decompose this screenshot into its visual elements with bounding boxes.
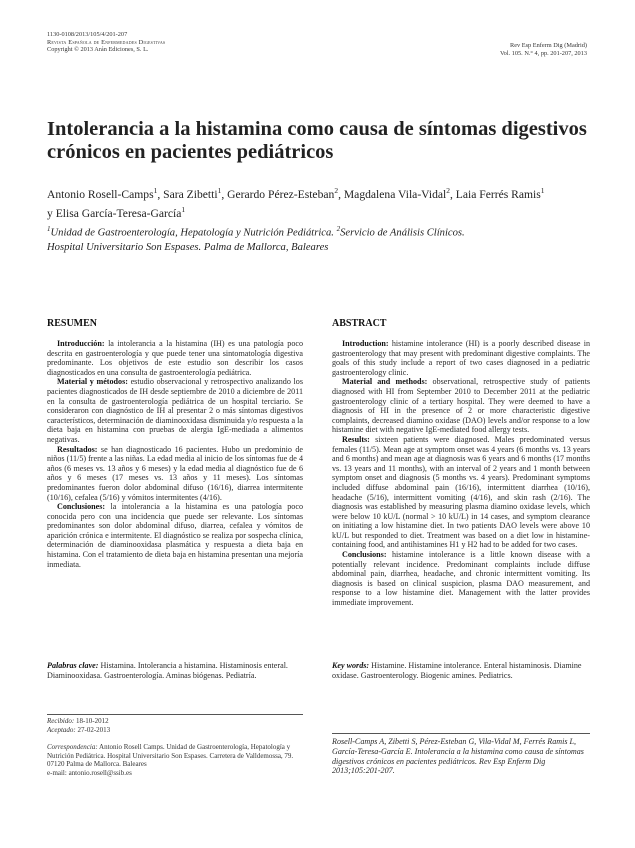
resumen-heading: RESUMEN (47, 318, 98, 329)
authors_line1-author-4: Laia Ferrés Ramis (455, 187, 541, 201)
abstract-keywords-text: Histamine. Histamine intolerance. Enteral histaminosis. Diamine oxidase. Gastroenterology. Biogenic amines. Pediatrics. (332, 661, 582, 680)
issn-line: 1130-0108/2013/105/4/201-207 (47, 31, 128, 38)
resumen-paragraph (47, 339, 303, 377)
volume-line: Vol. 105. N.° 4, pp. 201-207, 2013 (499, 49, 587, 57)
authors_line1-author-sep-1: , (221, 187, 228, 201)
resumen-paragraph (47, 502, 303, 569)
authors_line1-author-sup-3: 2 (446, 186, 450, 195)
abstract-paragraph (332, 377, 590, 435)
authors_line1-author-sep-0: , (157, 187, 164, 201)
resumen-paragraph-label: Conclusiones: (57, 502, 106, 512)
received-date (47, 717, 303, 726)
footer-rule-right (332, 733, 590, 734)
resumen-keywords (47, 661, 303, 680)
correspondence-email: e-mail: antonio.rosell@ssib.es (47, 768, 132, 777)
accepted-value: 27-02-2013 (75, 725, 111, 734)
authors_line1-author-sup-4: 1 (540, 186, 545, 195)
authors_line1-author-3: Magdalena Vila-Vidal (343, 187, 447, 201)
authors_line1-author-sep-3: , (450, 187, 456, 201)
accepted-date (47, 726, 303, 735)
abstract-paragraph (332, 550, 590, 608)
journal-abbreviation: Rev Esp Enferm Dig (Madrid) (510, 42, 587, 49)
resumen-paragraph-text: la intolerancia a la histamina (IH) es una patología poco descrita en gastroenterología y que puede tener una sintomatología digestiva predominante. Los objetivos de este estudio son describir los casos diagnosticados en una consulta de gastroenterología pediátrica. (47, 339, 303, 377)
journal-name: Revista Española de Enfermedades Digestivas (47, 38, 166, 46)
affiliation-line-2: Hospital Universitario Son Espases. Palma de Mallorca, Baleares (47, 241, 329, 253)
authors-line-2 (47, 202, 592, 221)
abstract-paragraph-label: Introduction: (342, 339, 389, 348)
affiliation-line-1 (47, 222, 592, 241)
author-list (47, 183, 592, 221)
received-label: Recibido: (47, 717, 75, 725)
abstract-paragraph-label: Material and methods: (342, 377, 428, 387)
title-line-2: crónicos en pacientes pediátricos (47, 141, 334, 163)
affiliations (47, 222, 592, 255)
abstract-body (332, 339, 590, 608)
abstract-paragraph-label: Conclusions: (342, 550, 387, 560)
correspondence-address: Antonio Rosell Camps. Unidad de Gastroenterología, Hepatología y Nutrición Pediátrica. Hospital Universitario Son Espases. Carretera de Valldemossa, 79. 07120 Palma de Mallorca. Baleares (47, 743, 294, 769)
resumen-paragraph-text: se han diagnosticado 16 pacientes. Hubo un predominio de niños (11/5) frente a las niñas. La edad media al inicio de los síntomas fue de 4 años (6 meses vs. 13 años y 6 meses) y la edad media al diagnóstico fue de 6 años y 6 meses (17 meses vs. 13 años y 11 meses). Los síntomas predominantes fueron dolor abdominal difuso (16/16), diarrea intermitente (10/16), cefalea (5/16) y vómitos intermitentes (4/16). (47, 444, 303, 502)
abstract-paragraph-text: sixteen patients were diagnosed. Males predominated versus females (11/5). Mean age at symptom onset was 4 years (6 months vs. 13 years and 6 months) and mean age at diagnosis was 6 years and 6 months (17 months vs. 13 years and 11 months), with an interval of 2 years and 1 month between symptom onset and diagnosis (5 months vs. 4 years). Predominant symptoms included diffuse abdominal pain (16/16), intermittent diarrhea (10/16), headache (5/16), intermittent vomiting (4/16), and skin rash (2/16). The diagnosis was established by measuring plasma diamino oxidase levels, which were below 10 kU/L (normal > 10 kU/L) in 14 cases, and symptom clearance on initiating a low histamine diet. In two patients DAO levels were above 10 kU/L but responded to diet. Treatment was based on a diet low in histamine-containing food, and antihistamines H1 y H2 had to be added for two cases. (332, 434, 590, 550)
footer-rule-left (47, 714, 303, 715)
resumen-paragraph-label: Material y métodos: (57, 377, 128, 387)
authors_line1-author-0: Antonio Rosell-Camps (47, 187, 154, 201)
abstract-paragraph (332, 435, 590, 550)
running-header-right (327, 42, 587, 57)
abstract-paragraph-text: histamine intolerance (HI) is a poorly described disease in gastroenterology that may present with predominant digestive complaints. The goals of this study include a report of two cases diagnosed in a pediatric gastroenterology clinic. (332, 339, 590, 377)
authors_line1-author-sup-0: 1 (153, 186, 158, 195)
authors_line2-author-sup-0: 1 (181, 204, 186, 214)
correspondence (47, 743, 303, 777)
abstract-keywords-label: Key words: (332, 661, 370, 670)
running-header-left (47, 31, 327, 54)
resumen-paragraph (47, 377, 303, 444)
copyright-line: Copyright © 2013 Arán Ediciones, S. L. (47, 46, 149, 53)
resumen-paragraph (47, 445, 303, 503)
title-line-1: Intolerancia a la histamina como causa de síntomas digestivos (47, 118, 587, 140)
abstract-paragraph-label: Results: (342, 434, 370, 444)
article-dates (47, 717, 303, 734)
accepted-label: Aceptado: (47, 725, 76, 734)
article-title (47, 118, 592, 164)
resumen-body (47, 339, 303, 569)
authors-line-1 (47, 183, 592, 202)
affiliation-2: Servicio de Análisis Clínicos. (340, 227, 465, 239)
affiliation-sup-2: 2 (336, 225, 341, 233)
abstract-heading: ABSTRACT (332, 318, 387, 329)
resumen-paragraph-text: la intolerancia a la histamina es una patología poco conocida pero con una incidencia que puede ser relevante. Los síntomas predominantes son dolor abdominal difuso, diarrea, cefalea y vómitos de aparición crónica e intermitente. El diagnóstico se realiza por sospecha clínica, determinación de diaminooxidasa plasmática y respuesta a dieta baja en histamina. Con el tratamiento de dieta baja en histamina presentan una mejoría inmediata. (47, 502, 303, 569)
abstract-paragraph-text: observational, retrospective study of patients diagnosed with HI from September 2010 to December 2011 at the pediatric gastroenterology clinic of a tertiary hospital. They were deemed to have a diagnosis of HI in the presence of 2 or more characteristic digestive complaints, decreased diamino oxidase (DAO) levels and/or response to a low histamine diet with negative IgE-mediated food allergy tests. (332, 377, 591, 435)
resumen-keywords-text: Histamina. Intolerancia a histamina. Histaminosis enteral. Diaminooxidasa. Gastroenterología. Aminas biógenas. Pediatría. (47, 661, 288, 680)
abstract-paragraph-text: histamine intolerance is a little known disease with a potentially relevant incidence. Predominant complaints include diffuse abdominal pain, diarrhea, headache, and chronic intermittent vomiting. Its diagnosis is based on clinical suspicion, plasma DAO measurement, and response to a low histamine diet. Management with the latter provides immediate improvement. (332, 550, 590, 608)
resumen-paragraph-label: Introducción: (57, 339, 105, 348)
abstract-paragraph (332, 339, 590, 377)
authors_line1-author-sep-2: , (338, 187, 344, 201)
authors_line1-author-sup-2: 2 (334, 186, 339, 195)
authors_line1-author-sup-1: 1 (217, 186, 222, 195)
authors_line1-author-1: Sara Zibetti (163, 187, 218, 201)
resumen-keywords-label: Palabras clave: (47, 661, 99, 670)
resumen-paragraph-label: Resultados: (57, 444, 98, 454)
citation-block: Rosell-Camps A, Zibetti S, Pérez-Esteban G, Vila-Vidal M, Ferrés Ramis L, García-Teresa-García E. Intolerancia a la histamina como causa de síntomas digestivos crónicos en pacientes pediátricos. Rev Esp Enferm Dig 2013;105:201-207. (332, 737, 584, 776)
affiliation-1: Unidad de Gastroenterología, Hepatología y Nutrición Pediátrica. (50, 227, 337, 239)
correspondence-text (47, 743, 303, 769)
authors_line1-author-2: Gerardo Pérez-Esteban (227, 187, 335, 201)
abstract-keywords (332, 661, 590, 680)
correspondence-label: Correspondencia: (47, 743, 98, 751)
affiliation-sup-1: 1 (47, 225, 51, 233)
authors_line2-author-0: y Elisa García-Teresa-García (47, 206, 182, 220)
resumen-paragraph-text: estudio observacional y retrospectivo analizando los pacientes diagnosticados de IH desde septiembre de 2010 a diciembre de 2011 en la consulta de gastroenterología pediátrica de un hospital terciario. Se consideraron con diagnóstico de IH al presentar 2 o más síntomas digestivos característicos, determinación de diaminooxidasa disminuida y/o respuesta a la dieta baja en histamina con pruebas de alergia IgE-mediada a alimentos negativas. (47, 377, 303, 444)
received-value: 18-10-2012 (74, 717, 109, 725)
